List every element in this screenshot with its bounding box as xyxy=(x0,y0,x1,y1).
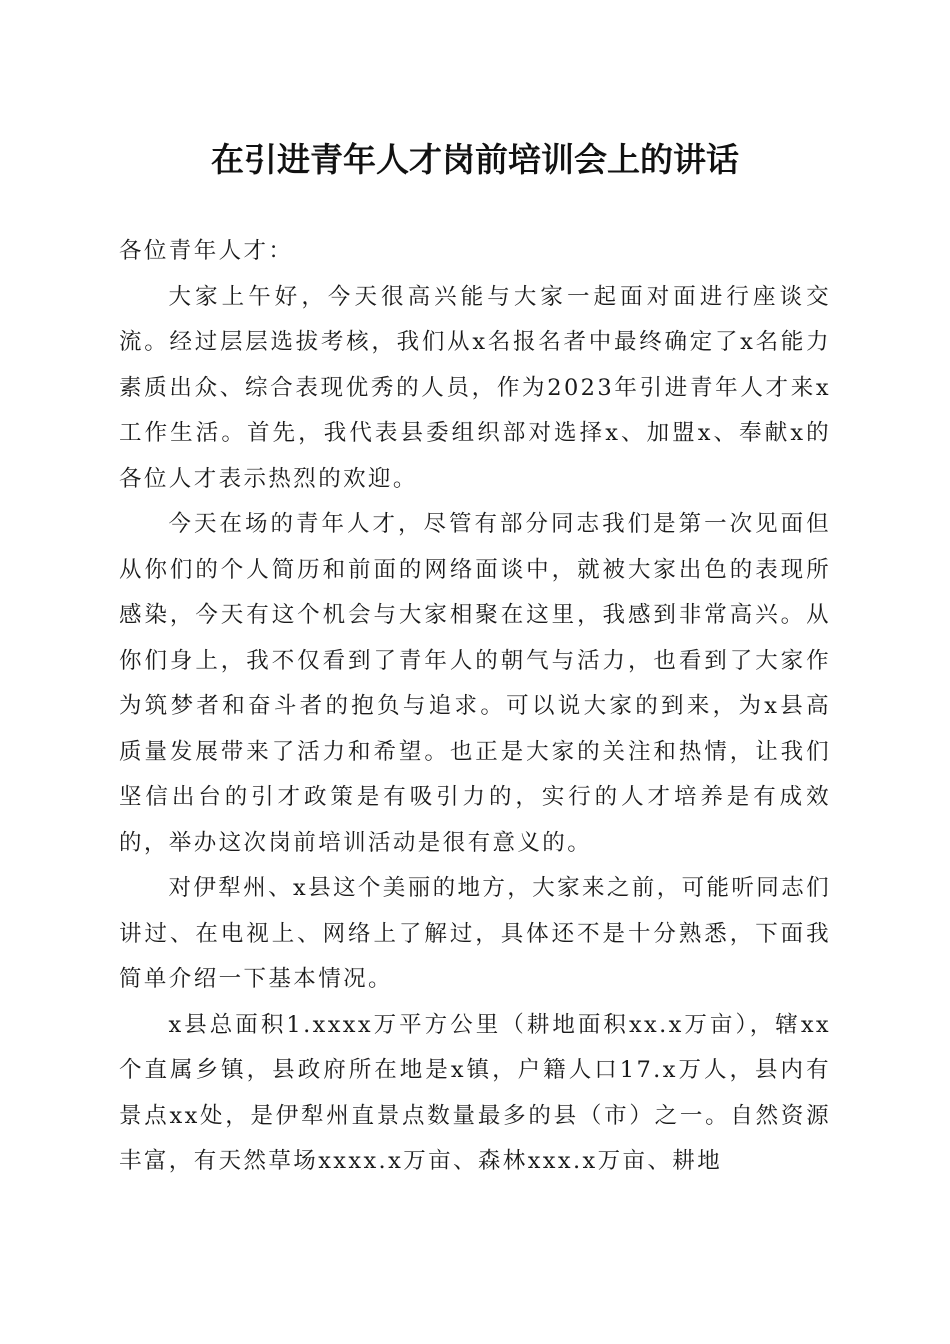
paragraph-1: 大家上午好，今天很高兴能与大家一起面对面进行座谈交流。经过层层选拔考核，我们从x名报名者中最终确定了x名能力素质出众、综合表现优秀的人员，作为2023年引进青年人才来x工作生活。首先，我代表县委组织部对选择x、加盟x、奉献x的各位人才表示热烈的欢迎。 xyxy=(119,283,831,492)
document-title: 在引进青年人才岗前培训会上的讲话 xyxy=(211,140,739,179)
paragraph-4: x县总面积1.xxxx万平方公里（耕地面积xx.x万亩），辖xx个直属乡镇，县政府所在地是x镇，户籍人口17.x万人，县内有景点xx处，是伊犁州直景点数量最多的县（市）之一。自然资源丰富，有天然草场xxxx.x万亩、森林xxx.x万亩、耕地 xyxy=(119,1011,831,1174)
document-body xyxy=(119,229,831,1185)
paragraph-3: 对伊犁州、x县这个美丽的地方，大家来之前，可能听同志们讲过、在电视上、网络上了解过，具体还不是十分熟悉，下面我简单介绍一下基本情况。 xyxy=(119,875,831,992)
salutation: 各位青年人才： xyxy=(119,238,294,264)
paragraph-2: 今天在场的青年人才，尽管有部分同志我们是第一次见面但从你们的个人简历和前面的网络面谈中，就被大家出色的表现所感染，今天有这个机会与大家相聚在这里，我感到非常高兴。从你们身上，我不仅看到了青年人的朝气与活力，也看到了大家作为筑梦者和奋斗者的抱负与追求。可以说大家的到来，为x县高质量发展带来了活力和希望。也正是大家的关注和热情，让我们坚信出台的引才政策是有吸引力的，实行的人才培养是有成效的，举办这次岗前培训活动是很有意义的。 xyxy=(119,511,831,856)
